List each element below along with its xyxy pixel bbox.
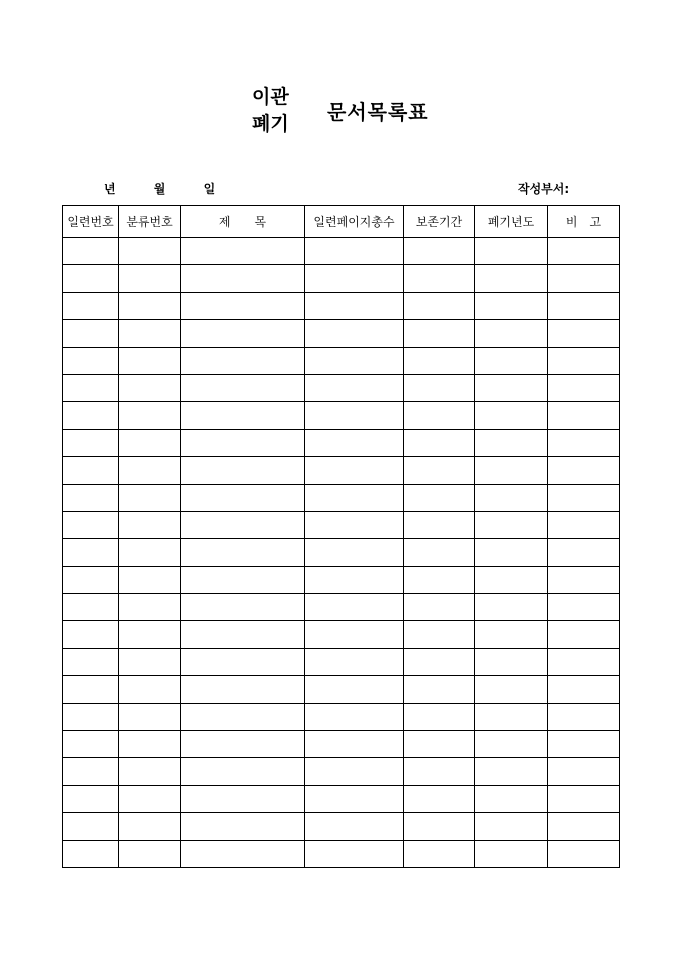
table-cell[interactable] bbox=[181, 731, 305, 758]
table-row bbox=[63, 813, 620, 840]
table-cell[interactable] bbox=[119, 484, 181, 511]
table-cell[interactable] bbox=[305, 594, 404, 621]
table-cell[interactable] bbox=[305, 265, 404, 292]
table-cell[interactable] bbox=[119, 566, 181, 593]
table-cell[interactable] bbox=[548, 703, 620, 730]
table-cell[interactable] bbox=[548, 457, 620, 484]
table-cell[interactable] bbox=[475, 566, 548, 593]
date-year-label: 년 bbox=[104, 182, 116, 196]
document-list-table bbox=[62, 205, 620, 868]
table-cell[interactable] bbox=[63, 648, 119, 675]
table-cell[interactable] bbox=[63, 813, 119, 840]
column-header-remarks: 비 고 bbox=[548, 206, 620, 238]
table-cell[interactable] bbox=[305, 347, 404, 374]
table-cell[interactable] bbox=[404, 566, 475, 593]
table-cell[interactable] bbox=[119, 676, 181, 703]
table-cell[interactable] bbox=[119, 731, 181, 758]
table-cell[interactable] bbox=[181, 320, 305, 347]
table-cell[interactable] bbox=[119, 320, 181, 347]
table-cell[interactable] bbox=[548, 785, 620, 812]
table-cell[interactable] bbox=[475, 813, 548, 840]
table-cell[interactable] bbox=[475, 402, 548, 429]
table-cell[interactable] bbox=[181, 402, 305, 429]
table-cell[interactable] bbox=[181, 621, 305, 648]
table-cell[interactable] bbox=[404, 676, 475, 703]
table-cell[interactable] bbox=[548, 292, 620, 319]
table-row bbox=[63, 758, 620, 785]
table-cell[interactable] bbox=[305, 374, 404, 401]
table-cell[interactable] bbox=[548, 265, 620, 292]
table-cell[interactable] bbox=[305, 813, 404, 840]
table-cell[interactable] bbox=[63, 402, 119, 429]
table-cell[interactable] bbox=[119, 621, 181, 648]
table-cell[interactable] bbox=[181, 813, 305, 840]
table-cell[interactable] bbox=[404, 731, 475, 758]
column-header-total-pages: 일련페이지총수 bbox=[305, 206, 404, 238]
table-cell[interactable] bbox=[63, 265, 119, 292]
page-title: 문서목록표 bbox=[327, 100, 429, 124]
table-cell[interactable] bbox=[63, 840, 119, 867]
table-cell[interactable] bbox=[181, 511, 305, 538]
table-row bbox=[63, 457, 620, 484]
table-cell[interactable] bbox=[475, 238, 548, 265]
table-cell[interactable] bbox=[63, 374, 119, 401]
table-cell[interactable] bbox=[119, 840, 181, 867]
table-cell[interactable] bbox=[63, 429, 119, 456]
title-option-transfer: 이관 bbox=[252, 86, 289, 108]
table-cell[interactable] bbox=[181, 758, 305, 785]
table-cell[interactable] bbox=[181, 292, 305, 319]
table-cell[interactable] bbox=[63, 539, 119, 566]
table-cell[interactable] bbox=[305, 566, 404, 593]
table-cell[interactable] bbox=[63, 758, 119, 785]
table-cell[interactable] bbox=[119, 785, 181, 812]
table-cell[interactable] bbox=[475, 840, 548, 867]
table-cell[interactable] bbox=[63, 566, 119, 593]
column-header-disposal-year: 폐기년도 bbox=[475, 206, 548, 238]
table-row bbox=[63, 648, 620, 675]
table-cell[interactable] bbox=[548, 813, 620, 840]
table-cell[interactable] bbox=[404, 621, 475, 648]
table-cell[interactable] bbox=[404, 429, 475, 456]
table-cell[interactable] bbox=[63, 511, 119, 538]
table-cell[interactable] bbox=[475, 511, 548, 538]
table-cell[interactable] bbox=[119, 457, 181, 484]
column-header-retention-period: 보존기간 bbox=[404, 206, 475, 238]
table-cell[interactable] bbox=[119, 648, 181, 675]
table-cell[interactable] bbox=[305, 402, 404, 429]
table-cell[interactable] bbox=[404, 594, 475, 621]
table-cell[interactable] bbox=[475, 731, 548, 758]
table-cell[interactable] bbox=[404, 320, 475, 347]
column-header-title: 제 목 bbox=[181, 206, 305, 238]
table-row bbox=[63, 676, 620, 703]
table-cell[interactable] bbox=[475, 785, 548, 812]
table-cell[interactable] bbox=[305, 511, 404, 538]
table-cell[interactable] bbox=[305, 785, 404, 812]
table-cell[interactable] bbox=[181, 566, 305, 593]
table-cell[interactable] bbox=[475, 539, 548, 566]
table-cell[interactable] bbox=[404, 511, 475, 538]
table-cell[interactable] bbox=[475, 374, 548, 401]
table-cell[interactable] bbox=[404, 347, 475, 374]
table-cell[interactable] bbox=[404, 840, 475, 867]
date-day-label: 일 bbox=[203, 182, 216, 196]
table-cell[interactable] bbox=[404, 292, 475, 319]
table-cell[interactable] bbox=[475, 347, 548, 374]
table-cell[interactable] bbox=[548, 484, 620, 511]
table-cell[interactable] bbox=[475, 621, 548, 648]
table-cell[interactable] bbox=[305, 457, 404, 484]
table-cell[interactable] bbox=[548, 238, 620, 265]
table-cell[interactable] bbox=[181, 648, 305, 675]
table-row bbox=[63, 840, 620, 867]
table-cell[interactable] bbox=[548, 840, 620, 867]
table-cell[interactable] bbox=[305, 429, 404, 456]
table-cell[interactable] bbox=[305, 484, 404, 511]
table-cell[interactable] bbox=[305, 238, 404, 265]
table-cell[interactable] bbox=[305, 758, 404, 785]
table-cell[interactable] bbox=[404, 813, 475, 840]
table-cell[interactable] bbox=[548, 676, 620, 703]
table-cell[interactable] bbox=[181, 374, 305, 401]
table-cell[interactable] bbox=[475, 594, 548, 621]
table-cell[interactable] bbox=[475, 648, 548, 675]
table-cell[interactable] bbox=[305, 292, 404, 319]
table-cell[interactable] bbox=[475, 758, 548, 785]
table-cell[interactable] bbox=[63, 457, 119, 484]
table-cell[interactable] bbox=[548, 758, 620, 785]
table-cell[interactable] bbox=[548, 347, 620, 374]
table-cell[interactable] bbox=[181, 676, 305, 703]
table-cell[interactable] bbox=[404, 238, 475, 265]
table-cell[interactable] bbox=[181, 840, 305, 867]
table-cell[interactable] bbox=[475, 676, 548, 703]
table-cell[interactable] bbox=[181, 703, 305, 730]
table-cell[interactable] bbox=[181, 484, 305, 511]
table-cell[interactable] bbox=[548, 648, 620, 675]
table-cell[interactable] bbox=[548, 621, 620, 648]
table-cell[interactable] bbox=[548, 429, 620, 456]
table-cell[interactable] bbox=[181, 539, 305, 566]
table-cell[interactable] bbox=[548, 320, 620, 347]
table-cell[interactable] bbox=[305, 703, 404, 730]
table-cell[interactable] bbox=[63, 785, 119, 812]
table-row bbox=[63, 292, 620, 319]
table-cell[interactable] bbox=[475, 457, 548, 484]
table-row bbox=[63, 539, 620, 566]
table-row bbox=[63, 484, 620, 511]
table-cell[interactable] bbox=[305, 320, 404, 347]
table-cell[interactable] bbox=[119, 511, 181, 538]
table-row bbox=[63, 703, 620, 730]
table-cell[interactable] bbox=[63, 621, 119, 648]
table-cell[interactable] bbox=[305, 648, 404, 675]
table-cell[interactable] bbox=[119, 402, 181, 429]
table-row bbox=[63, 374, 620, 401]
date-month-label: 월 bbox=[153, 182, 166, 196]
table-cell[interactable] bbox=[404, 785, 475, 812]
table-cell[interactable] bbox=[63, 731, 119, 758]
table-cell[interactable] bbox=[181, 594, 305, 621]
table-cell[interactable] bbox=[63, 703, 119, 730]
table-cell[interactable] bbox=[548, 539, 620, 566]
table-cell[interactable] bbox=[305, 840, 404, 867]
table-cell[interactable] bbox=[63, 347, 119, 374]
table-cell[interactable] bbox=[63, 320, 119, 347]
table-cell[interactable] bbox=[119, 265, 181, 292]
title-options bbox=[252, 84, 289, 138]
table-cell[interactable] bbox=[548, 374, 620, 401]
table-cell[interactable] bbox=[548, 594, 620, 621]
table-cell[interactable] bbox=[548, 566, 620, 593]
table-cell[interactable] bbox=[181, 785, 305, 812]
table-row bbox=[63, 429, 620, 456]
table-cell[interactable] bbox=[119, 813, 181, 840]
table-cell[interactable] bbox=[119, 539, 181, 566]
table-row bbox=[63, 731, 620, 758]
table-cell[interactable] bbox=[404, 539, 475, 566]
table-row bbox=[63, 238, 620, 265]
title-option-disposal: 폐기 bbox=[252, 113, 289, 135]
table-cell[interactable] bbox=[181, 429, 305, 456]
table-cell[interactable] bbox=[119, 429, 181, 456]
table-header-row bbox=[63, 206, 620, 238]
column-header-serial-number: 일련번호 bbox=[63, 206, 119, 238]
table-cell[interactable] bbox=[475, 320, 548, 347]
table-cell[interactable] bbox=[475, 703, 548, 730]
table-cell[interactable] bbox=[181, 238, 305, 265]
table-row bbox=[63, 320, 620, 347]
department-label: 작성부서: bbox=[518, 182, 570, 196]
table-cell[interactable] bbox=[119, 703, 181, 730]
table-cell[interactable] bbox=[404, 402, 475, 429]
table-cell[interactable] bbox=[305, 621, 404, 648]
table-cell[interactable] bbox=[119, 758, 181, 785]
table-row bbox=[63, 347, 620, 374]
table-body bbox=[63, 238, 620, 868]
table-cell[interactable] bbox=[63, 676, 119, 703]
table-cell[interactable] bbox=[63, 238, 119, 265]
table-cell[interactable] bbox=[181, 457, 305, 484]
table-cell[interactable] bbox=[119, 347, 181, 374]
table-row bbox=[63, 511, 620, 538]
table-cell[interactable] bbox=[475, 484, 548, 511]
column-header-classification-number: 분류번호 bbox=[119, 206, 181, 238]
table-row bbox=[63, 566, 620, 593]
table-cell[interactable] bbox=[475, 265, 548, 292]
table-cell[interactable] bbox=[548, 511, 620, 538]
table-cell[interactable] bbox=[181, 265, 305, 292]
table-cell[interactable] bbox=[63, 484, 119, 511]
table-cell[interactable] bbox=[119, 594, 181, 621]
date-line bbox=[104, 180, 215, 197]
table-cell[interactable] bbox=[548, 731, 620, 758]
table-cell[interactable] bbox=[404, 758, 475, 785]
table-cell[interactable] bbox=[404, 374, 475, 401]
table-cell[interactable] bbox=[119, 238, 181, 265]
table-cell[interactable] bbox=[548, 402, 620, 429]
table-cell[interactable] bbox=[305, 539, 404, 566]
table-cell[interactable] bbox=[475, 429, 548, 456]
table-cell[interactable] bbox=[305, 676, 404, 703]
table-row bbox=[63, 594, 620, 621]
table-cell[interactable] bbox=[119, 292, 181, 319]
table-cell[interactable] bbox=[63, 292, 119, 319]
table-row bbox=[63, 785, 620, 812]
table-cell[interactable] bbox=[404, 484, 475, 511]
table-cell[interactable] bbox=[63, 594, 119, 621]
table-row bbox=[63, 265, 620, 292]
table-cell[interactable] bbox=[404, 457, 475, 484]
table-cell[interactable] bbox=[119, 374, 181, 401]
table-row bbox=[63, 621, 620, 648]
table-cell[interactable] bbox=[404, 703, 475, 730]
table-row bbox=[63, 402, 620, 429]
table-cell[interactable] bbox=[181, 347, 305, 374]
table-cell[interactable] bbox=[305, 731, 404, 758]
table-cell[interactable] bbox=[475, 292, 548, 319]
table-cell[interactable] bbox=[404, 265, 475, 292]
table-cell[interactable] bbox=[404, 648, 475, 675]
